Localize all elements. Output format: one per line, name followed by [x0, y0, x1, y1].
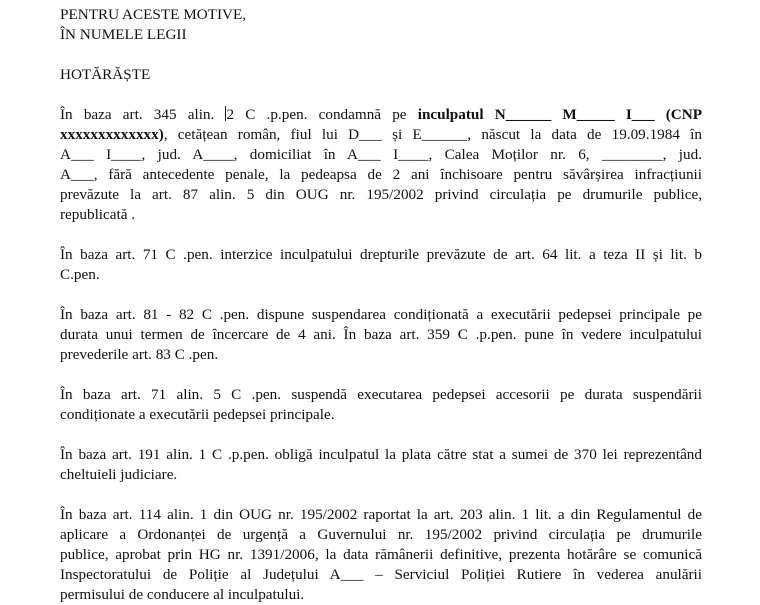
- text-line: prevăzute la art. 87 alin. 5 din OUG nr. 195/2002 privind circulația pe drumurile publice,: [60, 186, 702, 203]
- motive-line: PENTRU ACESTE MOTIVE,: [60, 6, 247, 23]
- text-line: În baza art. 191 alin. 1 C .p.pen. obligă inculpatul la plata către stat a sumei de 370 lei reprezentând: [60, 446, 702, 463]
- verdict-text: [60, 5, 702, 605]
- text-line: C.pen.: [60, 266, 100, 283]
- text-line: publice, aprobat prin HG nr. 1391/2006, la data rămânerii definitive, prezenta hotărâre se comunică: [60, 546, 702, 563]
- sentence-intro: În baza art. 345 alin.: [60, 106, 215, 123]
- defendant-name: inculpatul N______ M_____ I___ (CNP: [417, 106, 703, 123]
- text-line: A___ I____, jud. A____, domiciliat în A___ I____, Calea Moților nr. 6, ________, jud.: [60, 146, 702, 163]
- defendant-details: , cetățean român, fiul lui D___ și E______, născut la data de 19.09.1984 în: [163, 126, 702, 143]
- text-line: durata unui termen de încercare de 4 ani. În baza art. 359 C .p.pen. pune în vedere inculpatului: [60, 326, 702, 343]
- sentence-article: 2 C .p.pen. condamnă pe: [226, 106, 407, 123]
- text-line: Inspectoratului de Poliție al Județului A___ – Serviciul Poliției Rutiere în vederea anulării: [60, 566, 702, 583]
- decision-heading: HOTĂRĂȘTE: [60, 66, 151, 83]
- paragraph-sentence: [60, 105, 702, 225]
- text-line: A___, fără antecedente penale, la pedeapsa de 2 ani închisoare pentru săvârșirea infracțiunii: [60, 166, 702, 183]
- text-line: permisului de conducere al inculpatului.: [60, 586, 305, 603]
- paragraph-costs: [60, 445, 702, 485]
- text-line: În baza art. 71 alin. 5 C .pen. suspendă executarea pedepsei accesorii pe durata suspendării: [60, 386, 702, 403]
- paragraph-rights: [60, 245, 702, 285]
- text-line: În baza art. 81 - 82 C .pen. dispune suspendarea condiționată a executării pedepsei principale pe: [60, 306, 702, 323]
- text-line: condiționate a executării pedepsei principale.: [60, 406, 335, 423]
- law-name-line: ÎN NUMELE LEGII: [60, 26, 187, 43]
- text-line: republicată .: [60, 206, 136, 223]
- defendant-cnp: xxxxxxxxxxxxx): [60, 126, 164, 143]
- paragraph-license: [60, 505, 702, 605]
- text-line: În baza art. 114 alin. 1 din OUG nr. 195/2002 raportat la art. 203 alin. 1 lit. a din Regulamentul de: [60, 506, 702, 523]
- text-line: prevederile art. 83 C .pen.: [60, 346, 219, 363]
- paragraph-suspension: [60, 305, 702, 365]
- text-line: aplicare a Ordonanței de urgență a Guvernului nr. 195/2002 privind circulația pe drumurile: [60, 526, 702, 543]
- text-line: cheltuieli judiciare.: [60, 466, 178, 483]
- paragraph-accessory: [60, 385, 702, 425]
- text-line: În baza art. 71 C .pen. interzice inculpatului drepturile prevăzute de art. 64 lit. a teza II și lit. b: [60, 246, 702, 263]
